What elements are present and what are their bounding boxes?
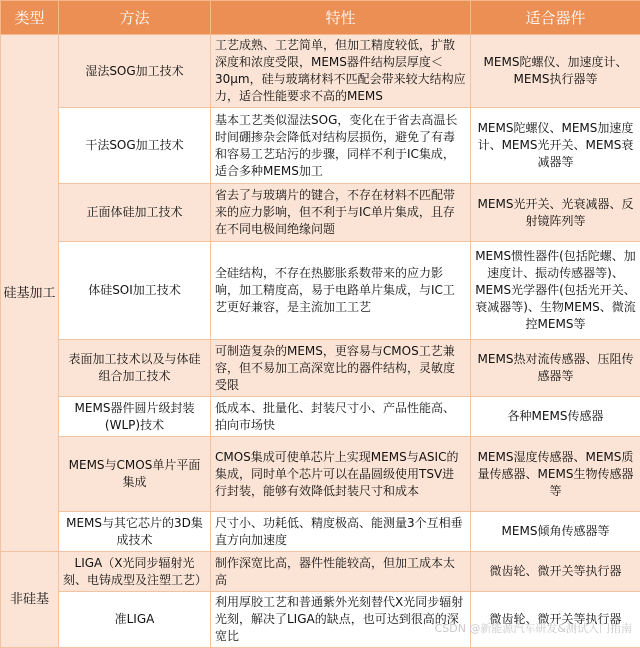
method-cell: MEMS与CMOS单片平面集成 xyxy=(59,437,211,512)
feature-cell: 工艺成熟、工艺简单，但加工精度较低，扩散深度和浓度受限，MEMS器件结构层厚度＜30μm，硅与玻璃材料不匹配会带来较大结构应力，适合性能要求不高的MEMS xyxy=(211,35,471,108)
method-cell: 湿法SOG加工技术 xyxy=(59,35,211,108)
method-cell: 准LIGA xyxy=(59,592,211,648)
method-cell: 体硅SOI加工技术 xyxy=(59,242,211,340)
feature-cell: 全硅结构，不存在热膨胀系数带来的应力影响，加工精度高，易于电路单片集成，与IC工艺更好兼容，是主流加工工艺 xyxy=(211,242,471,340)
table-row xyxy=(1,512,640,552)
feature-cell: 尺寸小、功耗低、精度极高、能测量3个互相垂直方向加速度 xyxy=(211,512,471,552)
device-cell: 各种MEMS传感器 xyxy=(471,397,640,437)
method-cell: MEMS器件圆片级封装(WLP)技术 xyxy=(59,397,211,437)
device-cell: 微齿轮、微开关等执行器 xyxy=(471,552,640,592)
header-feature: 特性 xyxy=(211,1,471,35)
device-cell: MEMS陀螺仪、加速度计、MEMS执行器等 xyxy=(471,35,640,108)
table-row xyxy=(1,242,640,340)
feature-cell: 可制造复杂的MEMS，更容易与CMOS工艺兼容，但不易加工高深宽比的器件结构，灵敏度受限 xyxy=(211,340,471,397)
table-row xyxy=(1,108,640,184)
method-cell: LIGA（X光同步辐射光刻、电铸成型及注塑工艺） xyxy=(59,552,211,592)
method-cell: 表面加工技术以及与体硅组合加工技术 xyxy=(59,340,211,397)
table-row xyxy=(1,397,640,437)
method-cell: 正面体硅加工技术 xyxy=(59,184,211,242)
watermark: CSDN @新能源汽车研发&测试入门指南 xyxy=(435,620,632,636)
device-cell: MEMS惯性器件(包括陀螺、加速度计、振动传感器等)、MEMS光学器件(包括光开关、衰减器等)、生物MEMS、微流控MEMS等 xyxy=(471,242,640,340)
device-cell: 微齿轮、微开关等执行器 xyxy=(471,592,640,648)
device-cell: MEMS光开关、光衰减器、反射镜阵列等 xyxy=(471,184,640,242)
header-row xyxy=(1,1,640,35)
table-row xyxy=(1,35,640,108)
header-method: 方法 xyxy=(59,1,211,35)
group-silicon: 硅基加工 xyxy=(1,35,59,552)
table-row xyxy=(1,437,640,512)
feature-cell: 省去了与玻璃片的键合，不存在材料不匹配带来的应力影响，但不利于与IC单片集成，且存在不同电极间绝缘问题 xyxy=(211,184,471,242)
group-non-silicon: 非硅基 xyxy=(1,552,59,648)
device-cell: MEMS湿度传感器、MEMS质量传感器、MEMS生物传感器等 xyxy=(471,437,640,512)
table-row xyxy=(1,184,640,242)
table-row xyxy=(1,340,640,397)
device-cell: MEMS陀螺仪、MEMS加速度计、MEMS光开关、MEMS衰减器等 xyxy=(471,108,640,184)
method-cell: MEMS与其它芯片的3D集成技术 xyxy=(59,512,211,552)
feature-cell: 制作深宽比高，器件性能较高，但加工成本太高 xyxy=(211,552,471,592)
device-cell: MEMS倾角传感器等 xyxy=(471,512,640,552)
feature-cell: 基本工艺类似湿法SOG，变化在于省去高温长时间硼掺杂会降低对结构层损伤，避免了有毒和容易工艺玷污的步骤，同样不利于IC集成，适合多种MEMS加工 xyxy=(211,108,471,184)
feature-cell: CMOS集成可使单芯片上实现MEMS与ASIC的集成，同时单个芯片可以在晶圆级使用TSV进行封装，能够有效降低封装尺寸和成本 xyxy=(211,437,471,512)
header-device: 适合器件 xyxy=(471,1,640,35)
device-cell: MEMS热对流传感器、压阻传感器等 xyxy=(471,340,640,397)
feature-cell: 低成本、批量化、封装尺寸小、产品性能高、拍向市场快 xyxy=(211,397,471,437)
header-type: 类型 xyxy=(1,1,59,35)
table-row xyxy=(1,552,640,592)
feature-cell: 利用厚胶工艺和普通紫外光刻替代X光同步辐射光刻，解决了LIGA的缺点，也可达到很高的深宽比 xyxy=(211,592,471,648)
method-cell: 干法SOG加工技术 xyxy=(59,108,211,184)
